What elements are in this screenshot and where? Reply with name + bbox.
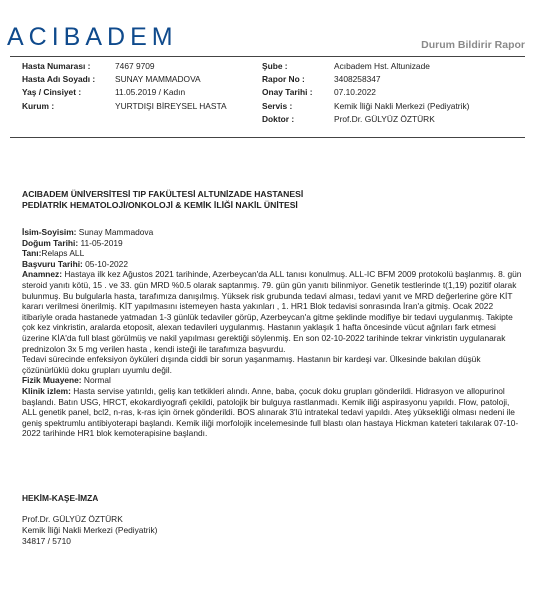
info-value: 3408258347	[334, 74, 381, 85]
info-label: Kurum :	[22, 100, 55, 111]
info-value: YURTDIŞI BİREYSEL HASTA	[115, 100, 227, 111]
anamnesis-text: Hastaya ilk kez Ağustos 2021 tarihinde, Azerbeycan'da ALL tanısı konulmuş. ALL-IC BFM 2009 protokolü başlanmış. 8. gün steroid yanıtı kötü, 15 . ve 33. gün MRD %0.5 olarak saptanmış. 79. gün gün yanıtı bilinmiyor. Genetik testlerinde t(1,19) pozitif olarak bulunmuş. Bu bulgularla hasta, tarafımıza danışılmış. Yüksek risk grubunda tedavi alması, tedavi yanıt ve MRD değerlerine göre KİT kararı verilmesi önerilmiş. KİT yapılmasını istemeyen hasta yakınları , 1. HR1 Blok tedavisi sonrasında İran'a gitmiş. Ocak 2022 itibariyle orada hastanede yatmadan 1-3 günlük tedaviler görüp, Azerbeycan'a gitme şeklinde modifiye bir tedavi uygulanmış. Takipte çok kez vinkristin, aralarda etoposit, alexan tedavileri uygulanmış. Hastanın yaklaşık 1 hafta öncesinde vücut ağrıları fark etmesi üzerine KİA'da full blast görülmüş ve nakil yapılması gerektiği söylenmiş. En son 02-10-2022 tarihinde tekrar vinkristin uygulanarak prednizolon 3x 5 mg verilen hasta , kendi isteği ile tarafımıza başvurdu.	[22, 269, 522, 354]
info-row-patient-name	[22, 73, 227, 86]
info-label: Hasta Adı Soyadı :	[22, 74, 96, 85]
institution-title	[22, 189, 303, 211]
clinical-follow-up-paragraph	[22, 386, 522, 439]
clinical-follow-up-text: Hasta servise yatırıldı, geliş kan tetkikleri alındı. Anne, baba, çocuk doku grupları gönderildi. Hidrasyon ve allopurinol başlandı. Batın USG, HRCT, ekokardiyografi çekildi, patolojik bir bulguya rastlanmadı. Kemik iliği aspirasyonu yapıldı. Flow, patoloji, ALL genetik panel, bcl2, n-ras, k-ras için örnek gönderildi. BOS alınarak 3'lü intratekal tedavi yapıldı. Ateş yüksekliği olması nedeni ile geniş spektrumlu antibiyoterapi başlandı. Kemik iliği morfolojik incelemesinde full blastı olan hastaya Hickman kateteri takılarak 07-10-2022 tarihinde HR1 blok kemoterapisine başlandı.	[22, 385, 519, 439]
clinical-follow-up-label: Klinik izlem:	[22, 385, 71, 396]
info-value: Kemik İliği Nakli Merkezi (Pediyatrik)	[334, 100, 470, 111]
signature-doctor-name: Prof.Dr. GÜLYÜZ ÖZTÜRK	[22, 514, 123, 524]
diagnosis-row	[22, 248, 522, 259]
info-row-approval-date	[262, 86, 469, 99]
dob-row	[22, 238, 522, 249]
info-value: 11.05.2019 / Kadın	[115, 87, 186, 98]
info-row-report-number	[262, 73, 469, 86]
physical-exam-label: Fizik Muayene:	[22, 375, 82, 386]
info-label: Şube :	[262, 61, 288, 71]
admission-row	[22, 259, 522, 270]
info-label: Servis :	[262, 100, 293, 111]
report-type-title: Durum Bildirir Rapor	[421, 39, 525, 51]
institution-line-1: ACIBADEM ÜNİVERSİTESİ TIP FAKÜLTESİ ALTUNİZADE HASTANESİ	[22, 189, 304, 199]
info-value: 07.10.2022	[334, 87, 376, 98]
anamnesis-paragraph	[22, 269, 522, 354]
admission-value: 05-10-2022	[85, 258, 128, 269]
report-info-right	[262, 60, 469, 126]
info-row-doctor	[262, 113, 469, 126]
dob-label: Doğum Tarihi:	[22, 237, 79, 248]
info-label: Onay Tarihi :	[262, 87, 313, 98]
report-header	[0, 0, 533, 56]
patient-name-label: İsim-Soyisim:	[22, 227, 77, 237]
signature-heading: HEKİM-KAŞE-İMZA	[22, 493, 99, 503]
signature-unit: Kemik İliği Nakli Merkezi (Pediyatrik)	[22, 525, 158, 535]
info-divider	[10, 137, 525, 138]
info-label: Hasta Numarası :	[22, 61, 91, 71]
patient-info-left	[22, 60, 227, 113]
signature-block	[22, 493, 157, 547]
info-row-service	[262, 100, 469, 113]
info-label: Yaş / Cinsiyet :	[22, 87, 82, 98]
patient-summary	[22, 227, 522, 439]
dob-value: 11-05-2019	[80, 237, 123, 248]
info-row-institution	[22, 100, 227, 113]
info-label: Rapor No :	[262, 74, 305, 85]
info-value: Prof.Dr. GÜLYÜZ ÖZTÜRK	[334, 113, 435, 124]
top-divider	[10, 56, 525, 57]
patient-name-value: Sunay Mammadova	[78, 227, 154, 237]
admission-label: Başvuru Tarihi:	[22, 258, 83, 269]
info-label: Doktor :	[262, 113, 295, 124]
institution-line-2: PEDİATRİK HEMATOLOJİ/ONKOLOJİ & KEMİK İLİĞİ NAKİL ÜNİTESİ	[22, 200, 298, 210]
physical-exam-row	[22, 375, 522, 386]
diagnosis-value: Relaps ALL	[41, 248, 85, 259]
physical-exam-value: Normal	[83, 375, 111, 386]
info-row-patient-number	[22, 60, 227, 73]
info-value: 7467 9709	[115, 61, 155, 71]
anamnesis-paragraph-2: Tedavi sürecinde enfeksiyon öyküleri dışında ciddi bir sorun yaşanmamış. Hastanın bir kardeşi var. Ülkesinde bakılan düşük çözünürlüklü doku grupları uyumlu değil.	[22, 354, 481, 375]
anamnesis-label: Anamnez:	[22, 269, 63, 280]
info-value: SUNAY MAMMADOVA	[115, 74, 201, 85]
signature-ids: 34817 / 5710	[22, 536, 71, 546]
acibadem-logo: ACIBADEM	[7, 23, 178, 51]
info-row-age-sex	[22, 86, 227, 99]
info-value: Acıbadem Hst. Altunizade	[334, 61, 430, 71]
patient-name-row	[22, 227, 522, 238]
diagnosis-label: Tanı:	[22, 248, 42, 259]
info-row-branch	[262, 60, 469, 73]
